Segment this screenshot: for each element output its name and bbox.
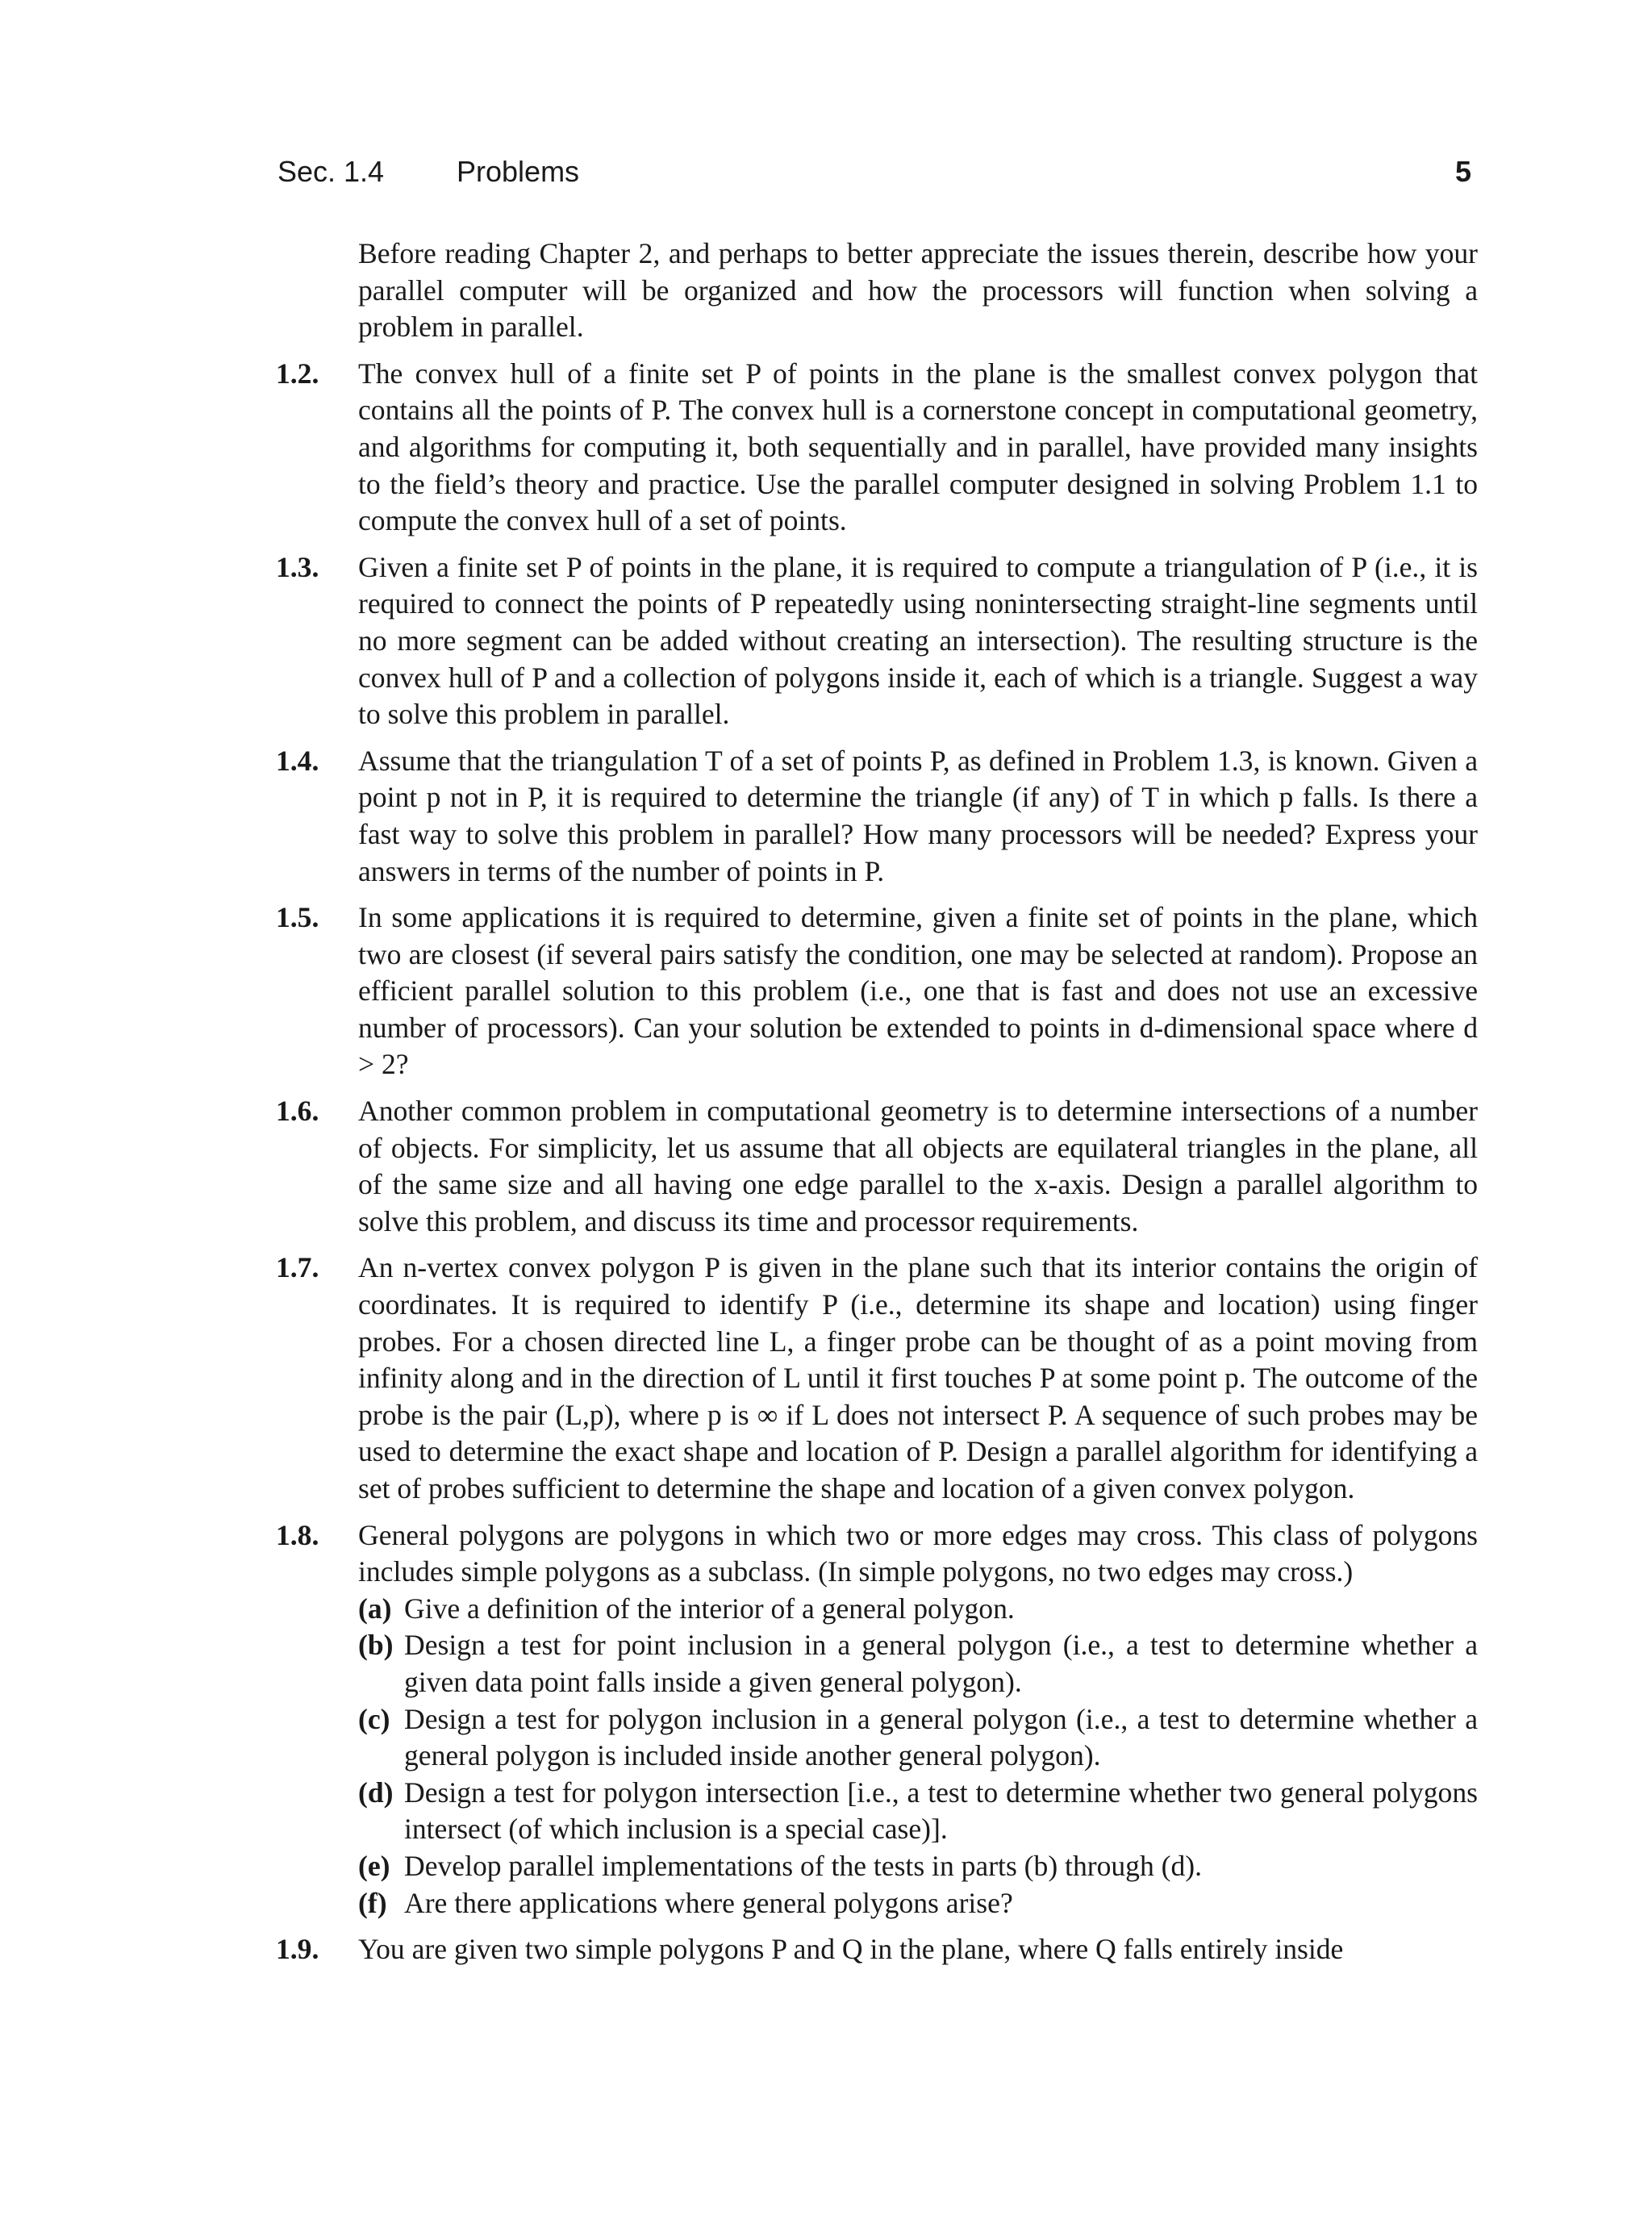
subpart-text: Develop parallel implementations of the tests in parts (b) through (d). [404,1849,1203,1882]
problem-text: Given a finite set P of points in the plane, it is required to compute a triangulation of P (i.e., it is required to connect the points of P repeatedly using nonintersecting straight-line segments until no more segment can be added without creating an intersection). The resulting structure is the convex hull of P and a collection of polygons inside it, each of which is a triangle. Suggest a way to solve this problem in parallel. [358,550,1478,731]
section-number: Sec. 1.4 [277,155,385,188]
problem-text: Another common problem in computational geometry is to determine intersections of a number of objects. For simplicity, let us assume that all objects are equilateral triangles in the plane, all of the same size and all having one edge parallel to the x-axis. Design a parallel algorithm to solve this problem, and discuss its time and processor requirements. [358,1095,1478,1237]
page-body [276,236,1478,1968]
problem-number: 1.9. [276,1933,319,1966]
problem-number: 1.7. [276,1251,319,1284]
problem-1-3 [276,549,1478,733]
problem-number: 1.6. [276,1095,319,1128]
subpart-text: Are there applications where general polygons arise? [404,1886,1013,1919]
problem-1-6 [276,1093,1478,1240]
subpart-b [358,1627,1478,1700]
subpart-c [358,1701,1478,1775]
problem-1-4 [276,743,1478,890]
subpart-d [358,1775,1478,1848]
subpart-label: (a) [358,1592,392,1625]
subpart-label: (d) [358,1776,394,1809]
intro-paragraph: Before reading Chapter 2, and perhaps to better appreciate the issues therein, describe how your parallel computer will be organized and how the processors will function when solving a problem in parallel. [358,237,1478,344]
subpart-text: Design a test for polygon intersection [i.e., a test to determine whether two general polygons intersect (of which inclusion is a special case)]. [404,1776,1478,1846]
problem-1-7 [276,1250,1478,1507]
problem-text: You are given two simple polygons P and Q in the plane, where Q falls entirely inside [358,1933,1344,1966]
problem-text: Assume that the triangulation T of a set of points P, as defined in Problem 1.3, is known. Given a point p not in P, it is required to determine the triangle (if any) of T in which p falls. Is there a fast way to solve this problem in parallel? How many processors will be needed? Express your answers in terms of the number of points in P. [358,744,1478,887]
subpart-label: (e) [358,1849,390,1882]
page-number: 5 [1454,155,1471,188]
subpart-f [358,1885,1478,1922]
subpart-text: Design a test for point inclusion in a general polygon (i.e., a test to determine whether a given data point falls inside a given general polygon). [404,1629,1478,1698]
problem-1-2 [276,356,1478,540]
problem-1-8 [276,1517,1478,1922]
problem-text: An n-vertex convex polygon P is given in the plane such that its interior contains the origin of coordinates. It is required to identify P (i.e., determine its shape and location) using finger probes. For a chosen directed line L, a finger probe can be thought of as a point moving from infinity along and in the direction of L until it first touches P at some point p. The outcome of the probe is the pair (L,p), where p is ∞ if L does not intersect P. A sequence of such probes may be used to determine the exact shape and location of P. Design a parallel algorithm for identifying a set of probes sufficient to determine the shape and location of a given convex polygon. [358,1251,1478,1504]
problem-text: General polygons are polygons in which two or more edges may cross. This class of polygons includes simple polygons as a subclass. (In simple polygons, no two edges may cross.) [358,1518,1478,1588]
subpart-a [358,1591,1478,1628]
subpart-text: Design a test for polygon inclusion in a general polygon (i.e., a test to determine whether a general polygon is included inside another general polygon). [404,1702,1478,1772]
problem-number: 1.3. [276,550,319,583]
problem-number: 1.4. [276,744,319,777]
problem-text: In some applications it is required to determine, given a finite set of points in the plane, which two are closest (if several pairs satisfy the condition, one may be selected at random). Propose an efficient parallel solution to this problem (i.e., one that is fast and does not use an excessive number of processors). Can your solution be extended to points in d-dimensional space where d > 2? [358,901,1478,1081]
problem-text: The convex hull of a finite set P of points in the plane is the smallest convex polygon that contains all the points of P. The convex hull is a cornerstone concept in computational geometry, and algorithms for computing it, both sequentially and in parallel, have provided many insights to the field’s theory and practice. Use the parallel computer designed in solving Problem 1.1 to compute the convex hull of a set of points. [358,357,1478,537]
section-title: Problems [457,155,580,188]
subpart-e [358,1848,1478,1885]
running-header [277,152,1471,192]
problem-number: 1.5. [276,901,319,934]
subpart-label: (c) [358,1702,390,1735]
problem-number: 1.8. [276,1518,319,1551]
problem-1-5 [276,899,1478,1083]
subpart-label: (f) [358,1886,387,1919]
subparts-list [358,1591,1478,1922]
problem-1-9 [276,1931,1478,1968]
subpart-label: (b) [358,1629,394,1662]
problem-number: 1.2. [276,357,319,390]
subpart-text: Give a definition of the interior of a general polygon. [404,1592,1015,1625]
